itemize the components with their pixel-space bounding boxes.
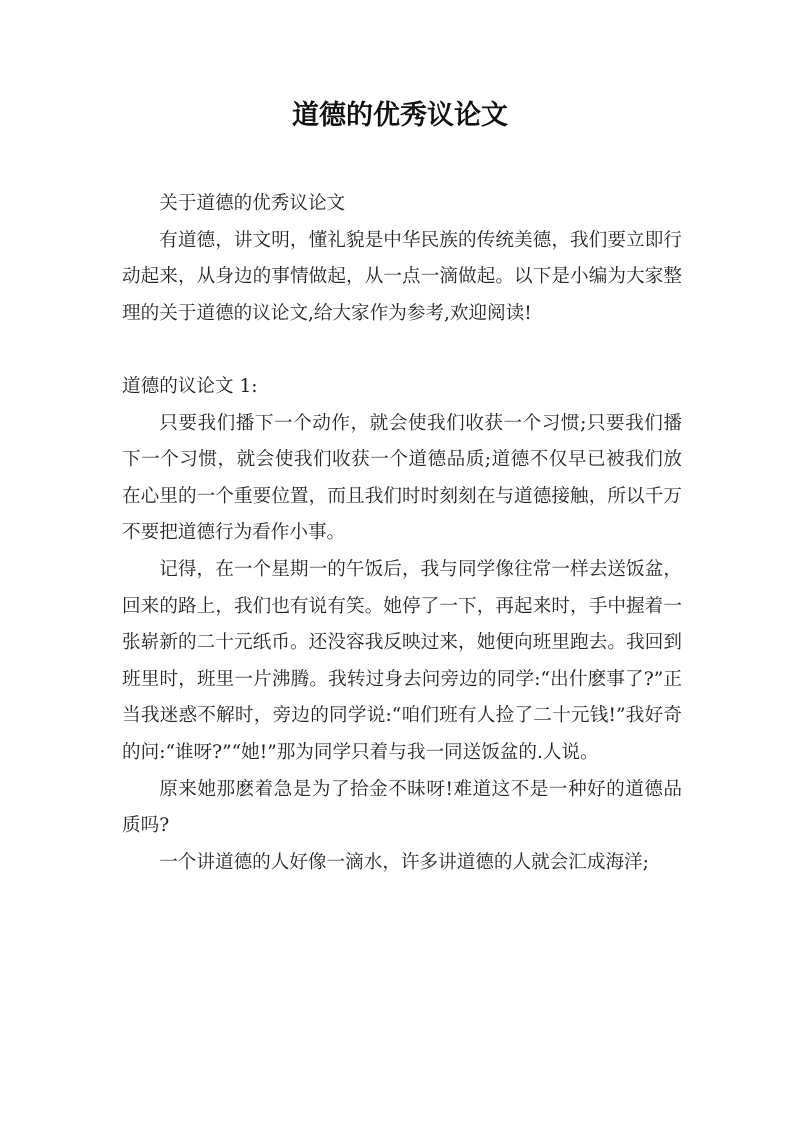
document-body	[122, 186, 682, 881]
paragraph-body: 原来她那麽着急是为了拾金不昧呀!难道这不是一种好的道德品质吗?	[122, 778, 682, 837]
paragraph-subtitle: 关于道德的优秀议论文	[159, 193, 346, 214]
paragraph-intro: 有道德，讲文明，懂礼貌是中华民族的传统美德，我们要立即行动起来，从身边的事情做起，从一点一滴做起。以下是小编为大家整理的关于道德的议论文,给大家作为参考,欢迎阅读!	[122, 229, 682, 324]
section-heading: 道德的议论文 1:	[122, 375, 258, 397]
paragraph-body: 记得，在一个星期一的午饭后，我与同学像往常一样去送饭盆，回来的路上，我们也有说有笑。她停了一下，再起来时，手中握着一张崭新的二十元纸币。还没容我反映过来，她便向班里跑去。我回到班里时，班里一片沸腾。我转过身去问旁边的同学:“出什麽事了?”正当我迷惑不解时，旁边的同学说:“咱们班有人捡了二十元钱!”我好奇的问:“谁呀?”“她!”那为同学只着与我一同送饭盆的.人说。	[122, 558, 682, 763]
paragraph-body: 只要我们播下一个动作，就会使我们收获一个习惯;只要我们播下一个习惯，就会使我们收获一个道德品质;道德不仅早已被我们放在心里的一个重要位置，而且我们时时刻刻在与道德接触，所以千万不要把道德行为看作小事。	[122, 412, 682, 544]
paragraph-body: 一个讲道德的人好像一滴水，许多讲道德的人就会汇成海洋;	[159, 851, 649, 873]
document-title: 道德的优秀议论文	[292, 100, 508, 131]
